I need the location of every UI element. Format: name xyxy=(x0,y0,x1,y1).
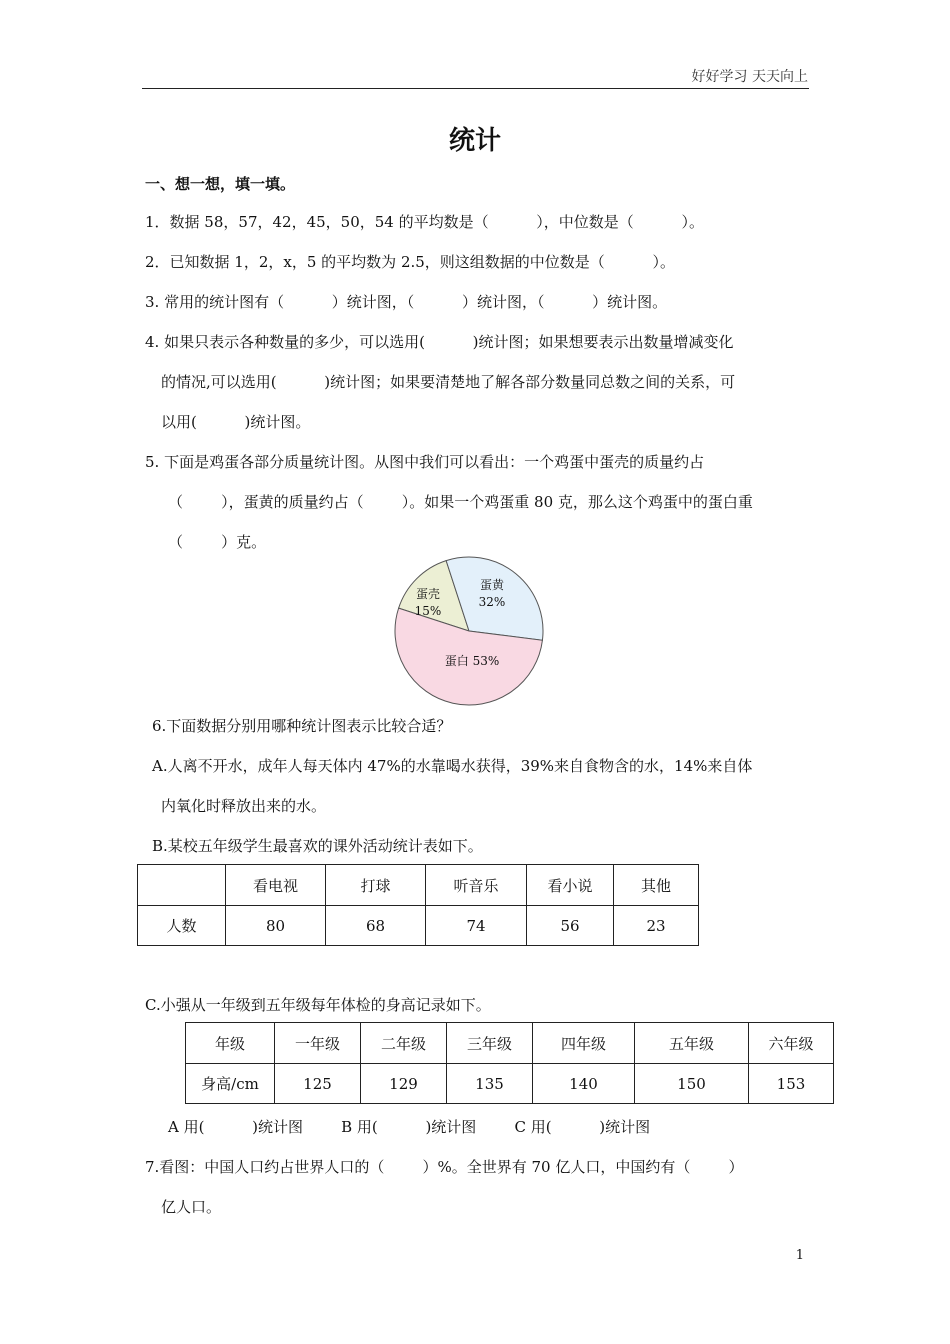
table-b-header: 听音乐 xyxy=(426,865,527,906)
question-5-line-2: （ ），蛋黄的质量约占（ ）。如果一个鸡蛋重 80 克，那么这个鸡蛋中的蛋白重 xyxy=(168,493,753,511)
table-c-cell: 125 xyxy=(275,1064,361,1104)
egg-pie-chart xyxy=(393,555,545,707)
table-c-cell: 140 xyxy=(533,1064,635,1104)
table-b-corner xyxy=(138,865,226,906)
pie-label-white-name: 蛋白 xyxy=(444,654,469,668)
header-motto: 好好学习 天天向上 xyxy=(691,69,808,85)
page-number: 1 xyxy=(795,1248,804,1263)
table-c-cell: 129 xyxy=(361,1064,447,1104)
table-b-cell: 74 xyxy=(426,906,527,946)
pie-label-shell xyxy=(407,586,449,620)
table-b-cell: 23 xyxy=(614,906,699,946)
table-b-header: 看电视 xyxy=(226,865,326,906)
table-c-header: 三年级 xyxy=(447,1023,533,1064)
question-7-line-2: 亿人口。 xyxy=(161,1198,222,1216)
activity-table xyxy=(137,864,699,946)
table-b-header: 打球 xyxy=(326,865,426,906)
pie-label-shell-name: 蛋壳 xyxy=(415,587,440,601)
section-heading: 一、想一想，填一填。 xyxy=(145,175,296,193)
header-divider xyxy=(142,88,809,89)
table-b-cell: 68 xyxy=(326,906,426,946)
table-c-row-label: 身高/cm xyxy=(186,1064,275,1104)
question-6-answers: A 用( )统计图 B 用( )统计图 C 用( )统计图 xyxy=(168,1118,651,1136)
question-5-line-3: （ ）克。 xyxy=(168,533,267,551)
question-6: 6.下面数据分别用哪种统计图表示比较合适？ xyxy=(152,717,452,735)
table-b-header: 看小说 xyxy=(527,865,614,906)
pie-label-yolk xyxy=(469,577,515,611)
question-4-line-2: 的情况,可以选用( )统计图；如果要清楚地了解各部分数量同总数之间的关系，可 xyxy=(161,373,736,391)
table-c-header: 五年级 xyxy=(635,1023,749,1064)
pie-label-yolk-value: 32% xyxy=(478,595,506,609)
question-6a-line-1: A.人离不开水，成年人每天体内 47%的水靠喝水获得，39%来自食物含的水，14%来自体 xyxy=(152,757,753,775)
question-2: 2．已知数据 1，2，x，5 的平均数为 2.5，则这组数据的中位数是（ ）。 xyxy=(145,253,675,271)
table-c-cell: 135 xyxy=(447,1064,533,1104)
table-c-cell: 150 xyxy=(635,1064,749,1104)
table-b-cell: 56 xyxy=(527,906,614,946)
question-6c: C.小强从一年级到五年级每年体检的身高记录如下。 xyxy=(145,996,491,1014)
table-c-cell: 153 xyxy=(749,1064,834,1104)
pie-label-shell-value: 15% xyxy=(414,604,442,618)
table-c-header: 六年级 xyxy=(749,1023,834,1064)
question-4-line-3: 以用( )统计图。 xyxy=(161,413,311,431)
pie-label-white xyxy=(429,653,515,670)
table-b-header: 其他 xyxy=(614,865,699,906)
table-b-row-label: 人数 xyxy=(138,906,226,946)
question-4-line-1: 4. 如果只表示各种数量的多少，可以选用( )统计图；如果想要表示出数量增减变化 xyxy=(145,333,734,351)
question-7-line-1: 7.看图：中国人口约占世界人口的（ ）%。全世界有 70 亿人口，中国约有（ ） xyxy=(145,1158,744,1176)
question-3: 3. 常用的统计图有（ ）统计图，（ ）统计图，（ ）统计图。 xyxy=(145,293,668,311)
table-b-cell: 80 xyxy=(226,906,326,946)
pie-label-yolk-name: 蛋黄 xyxy=(479,578,504,592)
pie-label-white-value: 53% xyxy=(472,654,500,668)
question-1: 1．数据 58，57，42，45，50，54 的平均数是（ ），中位数是（ ）。 xyxy=(145,213,704,231)
table-c-header: 四年级 xyxy=(533,1023,635,1064)
page-title: 统计 xyxy=(448,126,501,156)
table-c-header: 一年级 xyxy=(275,1023,361,1064)
question-6b: B.某校五年级学生最喜欢的课外活动统计表如下。 xyxy=(152,837,483,855)
question-6a-line-2: 内氧化时释放出来的水。 xyxy=(161,797,327,815)
table-c-corner: 年级 xyxy=(186,1023,275,1064)
height-table xyxy=(185,1022,834,1104)
question-5-line-1: 5. 下面是鸡蛋各部分质量统计图。从图中我们可以看出：一个鸡蛋中蛋壳的质量约占 xyxy=(145,453,705,471)
table-c-header: 二年级 xyxy=(361,1023,447,1064)
